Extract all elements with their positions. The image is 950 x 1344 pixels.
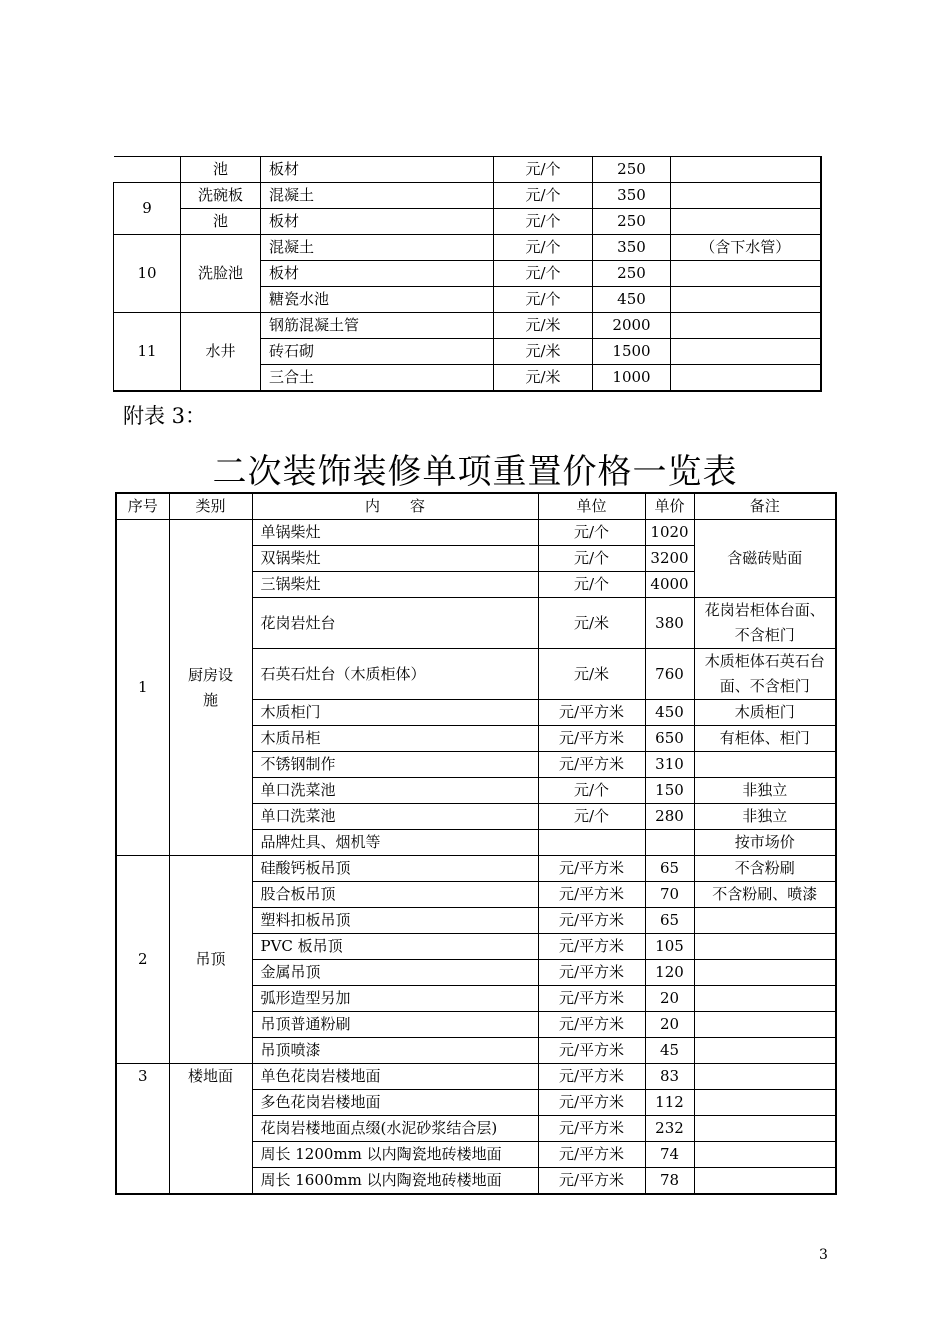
content-cell: 塑料扣板吊顶 — [252, 908, 538, 934]
table-row — [116, 856, 836, 882]
content-cell: 周长 1200mm 以内陶瓷地砖楼地面 — [252, 1142, 538, 1168]
content-cell: 不锈钢制作 — [252, 752, 538, 778]
unit-cell: 元/平方米 — [538, 1090, 645, 1116]
price-cell: 83 — [645, 1064, 694, 1090]
note-cell — [694, 908, 836, 934]
unit-cell: 元/个 — [538, 572, 645, 598]
note-cell — [671, 313, 821, 339]
content-cell: 单锅柴灶 — [252, 520, 538, 546]
unit-cell: 元/平方米 — [538, 700, 645, 726]
note-cell — [694, 986, 836, 1012]
unit-cell: 元/平方米 — [538, 752, 645, 778]
table-row — [114, 157, 821, 183]
price-cell: 380 — [645, 598, 694, 649]
price-cell: 70 — [645, 882, 694, 908]
note-cell — [694, 1064, 836, 1090]
price-cell: 1000 — [593, 365, 671, 392]
unit-cell: 元/米 — [494, 313, 593, 339]
note-cell — [671, 261, 821, 287]
unit-cell: 元/米 — [494, 339, 593, 365]
price-cell: 350 — [593, 183, 671, 209]
unit-cell: 元/米 — [494, 365, 593, 392]
unit-cell: 元/平方米 — [538, 1142, 645, 1168]
note-cell — [671, 157, 821, 183]
note-cell: 木质柜体石英石台面、不含柜门 — [694, 649, 836, 700]
price-cell — [645, 830, 694, 856]
note-cell — [671, 183, 821, 209]
note-cell: 木质柜门 — [694, 700, 836, 726]
content-cell: 花岗岩灶台 — [252, 598, 538, 649]
category-cell: 厨房设施 — [169, 520, 252, 856]
content-cell: 混凝土 — [261, 235, 494, 261]
appendix-label: 附表 3： — [123, 404, 207, 428]
note-cell — [671, 339, 821, 365]
note-cell: 非独立 — [694, 778, 836, 804]
note-cell: （含下水管） — [671, 235, 821, 261]
note-cell — [694, 1012, 836, 1038]
price-cell: 65 — [645, 856, 694, 882]
unit-cell — [538, 830, 645, 856]
note-cell — [694, 1116, 836, 1142]
content-cell: 弧形造型另加 — [252, 986, 538, 1012]
unit-cell: 元/平方米 — [538, 960, 645, 986]
content-cell: 品牌灶具、烟机等 — [252, 830, 538, 856]
header-category: 类别 — [169, 493, 252, 520]
price-cell: 65 — [645, 908, 694, 934]
content-cell: 硅酸钙板吊顶 — [252, 856, 538, 882]
note-cell: 按市场价 — [694, 830, 836, 856]
note-cell — [694, 752, 836, 778]
content-cell: 板材 — [261, 209, 494, 235]
price-cell: 250 — [593, 157, 671, 183]
content-cell: 砖石砌 — [261, 339, 494, 365]
note-cell — [694, 1090, 836, 1116]
content-cell: 双锅柴灶 — [252, 546, 538, 572]
unit-cell: 元/个 — [538, 546, 645, 572]
note-cell: 含磁砖贴面 — [694, 520, 836, 598]
price-cell: 350 — [593, 235, 671, 261]
page-title: 二次装饰装修单项重置价格一览表 — [212, 452, 738, 492]
note-cell — [671, 365, 821, 392]
note-cell: 非独立 — [694, 804, 836, 830]
page-number: 3 — [819, 1247, 828, 1263]
price-cell: 2000 — [593, 313, 671, 339]
unit-cell: 元/平方米 — [538, 1168, 645, 1195]
category-cell: 楼地面 — [169, 1064, 252, 1195]
content-cell: 金属吊顶 — [252, 960, 538, 986]
header-price: 单价 — [645, 493, 694, 520]
seq-cell: 2 — [116, 856, 169, 1064]
seq-cell: 3 — [116, 1064, 169, 1195]
price-cell: 150 — [645, 778, 694, 804]
content-cell: 石英石灶台（木质柜体） — [252, 649, 538, 700]
unit-cell: 元/个 — [538, 520, 645, 546]
content-cell: 单口洗菜池 — [252, 778, 538, 804]
category-cell: 吊顶 — [169, 856, 252, 1064]
price-cell: 760 — [645, 649, 694, 700]
unit-cell: 元/平方米 — [538, 986, 645, 1012]
content-cell: 钢筋混凝土管 — [261, 313, 494, 339]
seq-cell: 10 — [114, 235, 181, 313]
seq-cell: 11 — [114, 313, 181, 392]
content-cell: 板材 — [261, 261, 494, 287]
price-cell: 112 — [645, 1090, 694, 1116]
note-cell — [694, 1142, 836, 1168]
unit-cell: 元/平方米 — [538, 1116, 645, 1142]
unit-cell: 元/平方米 — [538, 882, 645, 908]
price-cell: 78 — [645, 1168, 694, 1195]
unit-cell: 元/个 — [494, 235, 593, 261]
content-cell: 单口洗菜池 — [252, 804, 538, 830]
price-cell: 120 — [645, 960, 694, 986]
unit-cell: 元/平方米 — [538, 934, 645, 960]
content-cell: 板材 — [261, 157, 494, 183]
content-cell: 花岗岩楼地面点缀(水泥砂浆结合层) — [252, 1116, 538, 1142]
unit-cell: 元/个 — [494, 183, 593, 209]
price-cell: 105 — [645, 934, 694, 960]
unit-cell: 元/个 — [494, 261, 593, 287]
price-cell: 20 — [645, 1012, 694, 1038]
header-seq: 序号 — [116, 493, 169, 520]
table-row — [116, 520, 836, 546]
price-cell: 450 — [645, 700, 694, 726]
note-cell — [694, 934, 836, 960]
price-cell: 650 — [645, 726, 694, 752]
header-unit: 单位 — [538, 493, 645, 520]
content-cell: 多色花岗岩楼地面 — [252, 1090, 538, 1116]
content-cell: 三合土 — [261, 365, 494, 392]
note-cell: 不含粉刷、喷漆 — [694, 882, 836, 908]
continuation-table — [113, 156, 822, 392]
price-cell: 250 — [593, 261, 671, 287]
price-cell: 450 — [593, 287, 671, 313]
unit-cell: 元/平方米 — [538, 908, 645, 934]
content-cell: 糖瓷水池 — [261, 287, 494, 313]
content-cell: 吊顶喷漆 — [252, 1038, 538, 1064]
content-cell: 周长 1600mm 以内陶瓷地砖楼地面 — [252, 1168, 538, 1195]
content-cell: 混凝土 — [261, 183, 494, 209]
category-cell: 池 — [181, 209, 261, 235]
price-cell: 280 — [645, 804, 694, 830]
content-cell: 三锅柴灶 — [252, 572, 538, 598]
price-cell: 3200 — [645, 546, 694, 572]
note-cell — [671, 209, 821, 235]
price-cell: 1020 — [645, 520, 694, 546]
content-cell: 单色花岗岩楼地面 — [252, 1064, 538, 1090]
price-cell: 1500 — [593, 339, 671, 365]
unit-cell: 元/个 — [538, 804, 645, 830]
unit-cell: 元/个 — [494, 157, 593, 183]
price-cell: 45 — [645, 1038, 694, 1064]
header-content: 内 容 — [252, 493, 538, 520]
unit-cell: 元/平方米 — [538, 1038, 645, 1064]
header-note: 备注 — [694, 493, 836, 520]
unit-cell: 元/平方米 — [538, 856, 645, 882]
content-cell: 吊顶普通粉刷 — [252, 1012, 538, 1038]
unit-cell: 元/米 — [538, 598, 645, 649]
price-cell: 4000 — [645, 572, 694, 598]
note-cell — [694, 1038, 836, 1064]
price-cell: 74 — [645, 1142, 694, 1168]
unit-cell: 元/米 — [538, 649, 645, 700]
content-cell: 木质吊柜 — [252, 726, 538, 752]
unit-cell: 元/平方米 — [538, 726, 645, 752]
table-row — [114, 209, 821, 235]
table-row — [114, 183, 821, 209]
unit-cell: 元/个 — [494, 209, 593, 235]
unit-cell: 元/平方米 — [538, 1064, 645, 1090]
price-table — [115, 492, 837, 1195]
category-cell: 洗脸池 — [181, 235, 261, 313]
note-cell — [694, 960, 836, 986]
category-cell: 池 — [181, 157, 261, 183]
note-cell — [671, 287, 821, 313]
table-row — [114, 235, 821, 261]
table-row — [114, 313, 821, 339]
note-cell: 花岗岩柜体台面、不含柜门 — [694, 598, 836, 649]
note-cell: 不含粉刷 — [694, 856, 836, 882]
seq-cell: 1 — [116, 520, 169, 856]
category-cell: 洗碗板 — [181, 183, 261, 209]
content-cell: PVC 板吊顶 — [252, 934, 538, 960]
note-cell — [694, 1168, 836, 1195]
table-row — [116, 1064, 836, 1090]
price-cell: 232 — [645, 1116, 694, 1142]
table-header-row — [116, 493, 836, 520]
unit-cell: 元/个 — [538, 778, 645, 804]
price-cell: 310 — [645, 752, 694, 778]
price-cell: 20 — [645, 986, 694, 1012]
category-cell: 水井 — [181, 313, 261, 392]
content-cell: 股合板吊顶 — [252, 882, 538, 908]
price-cell: 250 — [593, 209, 671, 235]
unit-cell: 元/平方米 — [538, 1012, 645, 1038]
content-cell: 木质柜门 — [252, 700, 538, 726]
unit-cell: 元/个 — [494, 287, 593, 313]
seq-cell: 9 — [114, 183, 181, 235]
note-cell: 有柜体、柜门 — [694, 726, 836, 752]
